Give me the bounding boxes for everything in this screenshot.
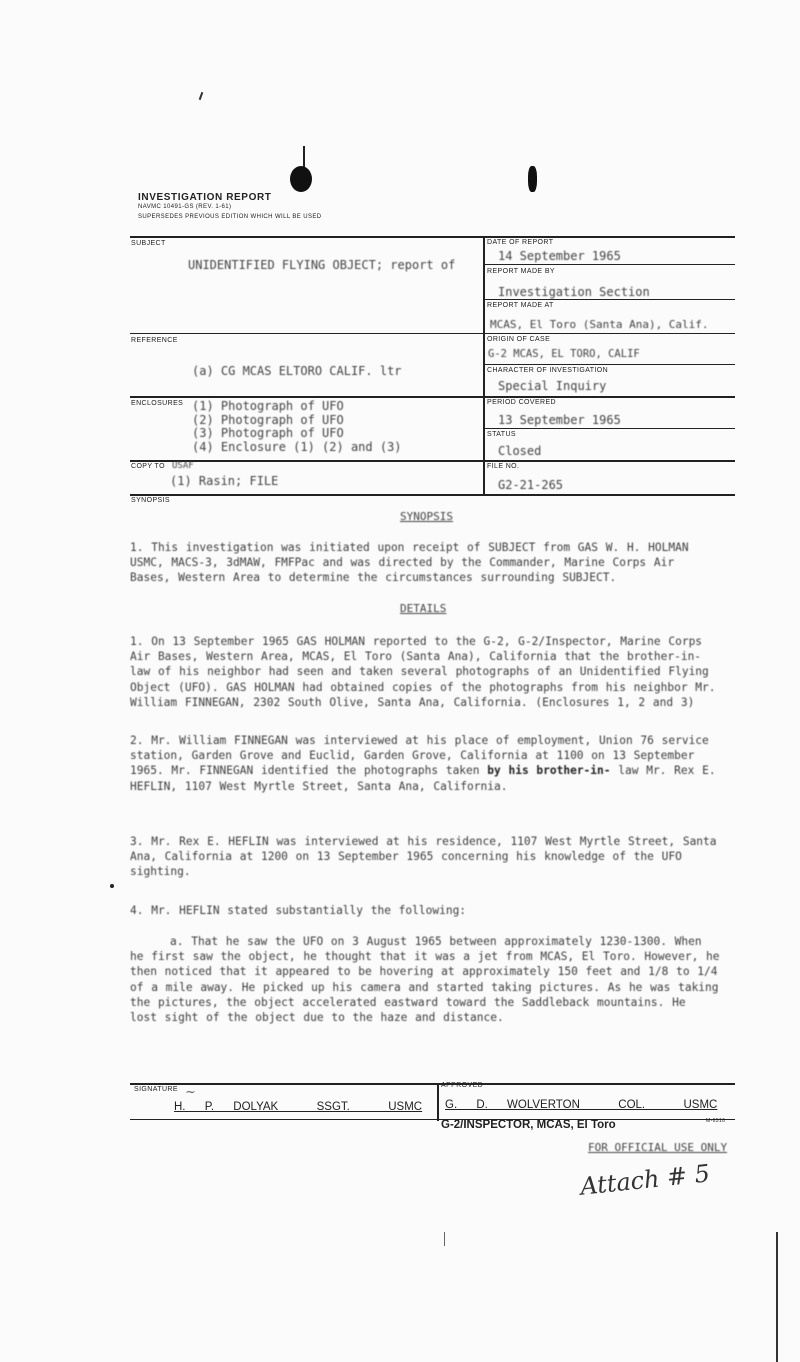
- details-paragraph-5: a. That he saw the UFO on 3 August 1965 between approximately 1230-1300. When he first saw the object, he thought that it was a jet from MCAS, El Toro. However, he then noticed that it appeared to be hovering at approximately 150 feet and 1/8 to 1/4 of a mile away. He picked up his camera and started taking pictures. As he was taking the pictures, the object accelerated eastward toward the Saddleback mountains. He lost sight of the object due to the haze and distance.: [130, 935, 720, 1025]
- status-value: Closed: [498, 444, 542, 458]
- supersedes-note: SUPERSEDES PREVIOUS EDITION WHICH WILL BE USED: [138, 214, 322, 220]
- footer-top-rule: [130, 1083, 735, 1085]
- synopsis-label: SYNOPSIS: [131, 497, 170, 504]
- origin-label: ORIGIN OF CASE: [487, 336, 551, 343]
- details-paragraph-2-insert: by his brother-in-: [487, 764, 611, 778]
- approver-name: G. D. WOLVERTON COL. USMC: [445, 1099, 718, 1111]
- form-code: M-6516: [706, 1118, 726, 1124]
- made-by-value: Investigation Section: [498, 285, 650, 299]
- form-rule: [484, 428, 735, 429]
- form-rule: [484, 299, 735, 300]
- made-by-label: REPORT MADE BY: [487, 268, 555, 275]
- period-label: PERIOD COVERED: [487, 399, 556, 406]
- edge-mark: [776, 1232, 778, 1362]
- form-rule: [130, 396, 735, 398]
- form-rule: [130, 494, 735, 496]
- enclosure-item: (1) Photograph of UFO: [192, 399, 344, 413]
- details-paragraph-3: 3. Mr. Rex E. HEFLIN was interviewed at his residence, 1107 West Myrtle Street, Santa Ana, California at 1200 on 13 September 1965 concerning his knowledge of the UFO sighting.: [130, 835, 717, 879]
- details-paragraph-2-end: law Mr. Rex E. HEFLIN, 1107 West Myrtle Street, Santa Ana, California.: [130, 764, 716, 793]
- made-at-value: MCAS, El Toro (Santa Ana), Calif.: [490, 318, 709, 331]
- details-paragraph-2-text: 2. Mr. William FINNEGAN was interviewed at his place of employment, Union 76 service station, Garden Grove and Euclid, Garden Grove, California at 1100 on 13 September 1965. Mr. FINNEGAN identified the photographs taken: [130, 734, 709, 778]
- signature-scrawl: ~: [185, 1085, 196, 1100]
- origin-value: G-2 MCAS, EL TORO, CALIF: [488, 348, 640, 360]
- made-at-label: REPORT MADE AT: [487, 302, 554, 309]
- stray-mark: [303, 146, 305, 168]
- reference-value: (a) CG MCAS ELTORO CALIF. ltr: [192, 364, 402, 378]
- form-rule: [484, 264, 735, 265]
- attachment-note: Attach # 5: [578, 1159, 712, 1201]
- details-heading: DETAILS: [400, 602, 447, 615]
- enclosure-item: (2) Photograph of UFO: [192, 412, 344, 427]
- character-value: Special Inquiry: [498, 379, 607, 393]
- form-divider: [483, 236, 485, 496]
- form-number: NAVMC 10491-GS (REV. 1-61): [138, 204, 232, 210]
- date-label: DATE OF REPORT: [487, 239, 554, 246]
- form-rule: [484, 333, 735, 334]
- details-paragraph-1: 1. On 13 September 1965 GAS HOLMAN reported to the G-2, G-2/Inspector, Marine Corps Air Bases, Western Area, MCAS, El Toro (Santa Ana), California that the brother-in-law of his neighbor had seen and taken several photographs of an Unidentified Flying Object (UFO). GAS HOLMAN had obtained copies of the photographs from his neighbor Mr. William FINNEGAN, 2302 South Olive, Santa Ana, California. (Enclosures 1, 2 and 3): [130, 635, 716, 709]
- subject-label: SUBJECT: [131, 240, 166, 247]
- date-value: 14 September 1965: [498, 249, 621, 263]
- form-rule: [484, 364, 735, 365]
- enclosures-label: ENCLOSURES: [131, 400, 184, 407]
- copy-to-value: USAF: [172, 461, 194, 471]
- form-rule: [130, 333, 484, 334]
- copy-to-label: COPY TO: [131, 463, 165, 470]
- footer-divider: [437, 1083, 439, 1121]
- enclosure-item: (3) Photograph of UFO: [192, 426, 344, 440]
- file-no-label: FILE NO.: [487, 463, 520, 470]
- status-label: STATUS: [487, 431, 516, 438]
- reference-label: REFERENCE: [131, 337, 178, 344]
- details-paragraph-4: 4. Mr. HEFLIN stated substantially the following:: [130, 904, 467, 917]
- stray-mark: [199, 92, 204, 100]
- signature-label: SIGNATURE: [134, 1086, 178, 1093]
- copy-to-detail: (1) Rasin; FILE: [170, 474, 279, 488]
- enclosures-list: [192, 400, 402, 454]
- punch-hole-mark: [290, 166, 312, 192]
- report-title: INVESTIGATION REPORT: [138, 192, 272, 203]
- stray-mark: [444, 1232, 445, 1246]
- official-use-stamp: FOR OFFICIAL USE ONLY: [588, 1141, 728, 1154]
- synopsis-paragraph: 1. This investigation was initiated upon receipt of SUBJECT from GAS W. H. HOLMAN USMC, MACS-3, 3dMAW, FMFPac and was directed by the Commander, Marine Corps Air Bases, Western Area to determine the circumstances surrounding SUBJECT.: [130, 541, 689, 585]
- file-no-value: G2-21-265: [498, 478, 564, 492]
- form-top-rule: [130, 236, 735, 238]
- character-label: CHARACTER OF INVESTIGATION: [487, 367, 609, 374]
- punch-hole-mark: [528, 166, 537, 192]
- subject-value: UNIDENTIFIED FLYING OBJECT; report of: [188, 258, 456, 272]
- footer-bottom-rule: [130, 1119, 735, 1120]
- details-paragraph-2: [130, 733, 720, 794]
- form-rule: [130, 460, 735, 462]
- enclosure-item: (4) Enclosure (1) (2) and (3): [192, 439, 402, 454]
- period-value: 13 September 1965: [498, 413, 621, 427]
- approver-title: G-2/INSPECTOR, MCAS, El Toro: [441, 1119, 616, 1131]
- synopsis-heading: SYNOPSIS: [400, 510, 453, 523]
- signer-name: H. P. DOLYAK SSGT. USMC: [174, 1101, 423, 1113]
- margin-dot: [110, 884, 114, 888]
- approved-label: APPROVED: [441, 1082, 484, 1089]
